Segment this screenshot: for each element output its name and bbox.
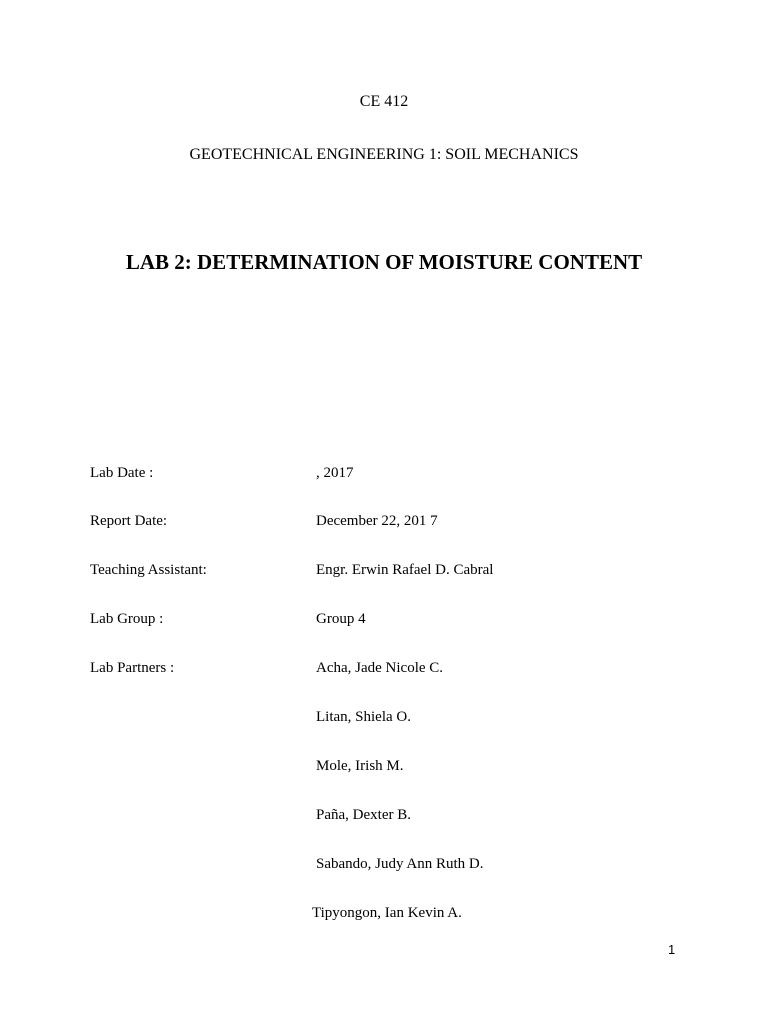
lab-date-value: , 2017 (316, 465, 354, 481)
lab-partner-name: Litan, Shiela O. (316, 709, 411, 725)
teaching-assistant-value: Engr. Erwin Rafael D. Cabral (316, 562, 494, 578)
teaching-assistant-label: Teaching Assistant: (90, 562, 207, 578)
lab-group-value: Group 4 (316, 611, 366, 627)
page-number: 1 (668, 942, 676, 957)
report-date-row (0, 510, 768, 532)
lab-partner-name: Acha, Jade Nicole C. (316, 660, 444, 676)
report-date-value: December 22, 201 7 (316, 513, 438, 529)
lab-partner-name: Tipyongon, Ian Kevin A. (312, 905, 462, 921)
lab-title: LAB 2: DETERMINATION OF MOISTURE CONTENT (125, 250, 643, 274)
lab-partner-name: Mole, Irish M. (316, 758, 404, 774)
report-date-label: Report Date: (90, 513, 168, 529)
teaching-assistant-row (0, 559, 768, 581)
lab-group-label: Lab Group : (90, 611, 164, 627)
lab-partners-row (0, 657, 768, 679)
course-name: GEOTECHNICAL ENGINEERING 1: SOIL MECHANICS (189, 146, 579, 163)
lab-partner-name: Sabando, Judy Ann Ruth D. (316, 856, 484, 872)
lab-date-label: Lab Date : (90, 465, 154, 481)
course-code: CE 412 (359, 93, 409, 110)
lab-date-row (0, 462, 768, 484)
lab-group-row (0, 608, 768, 630)
lab-partner-name: Paña, Dexter B. (316, 807, 411, 823)
lab-partners-label: Lab Partners : (90, 660, 175, 676)
